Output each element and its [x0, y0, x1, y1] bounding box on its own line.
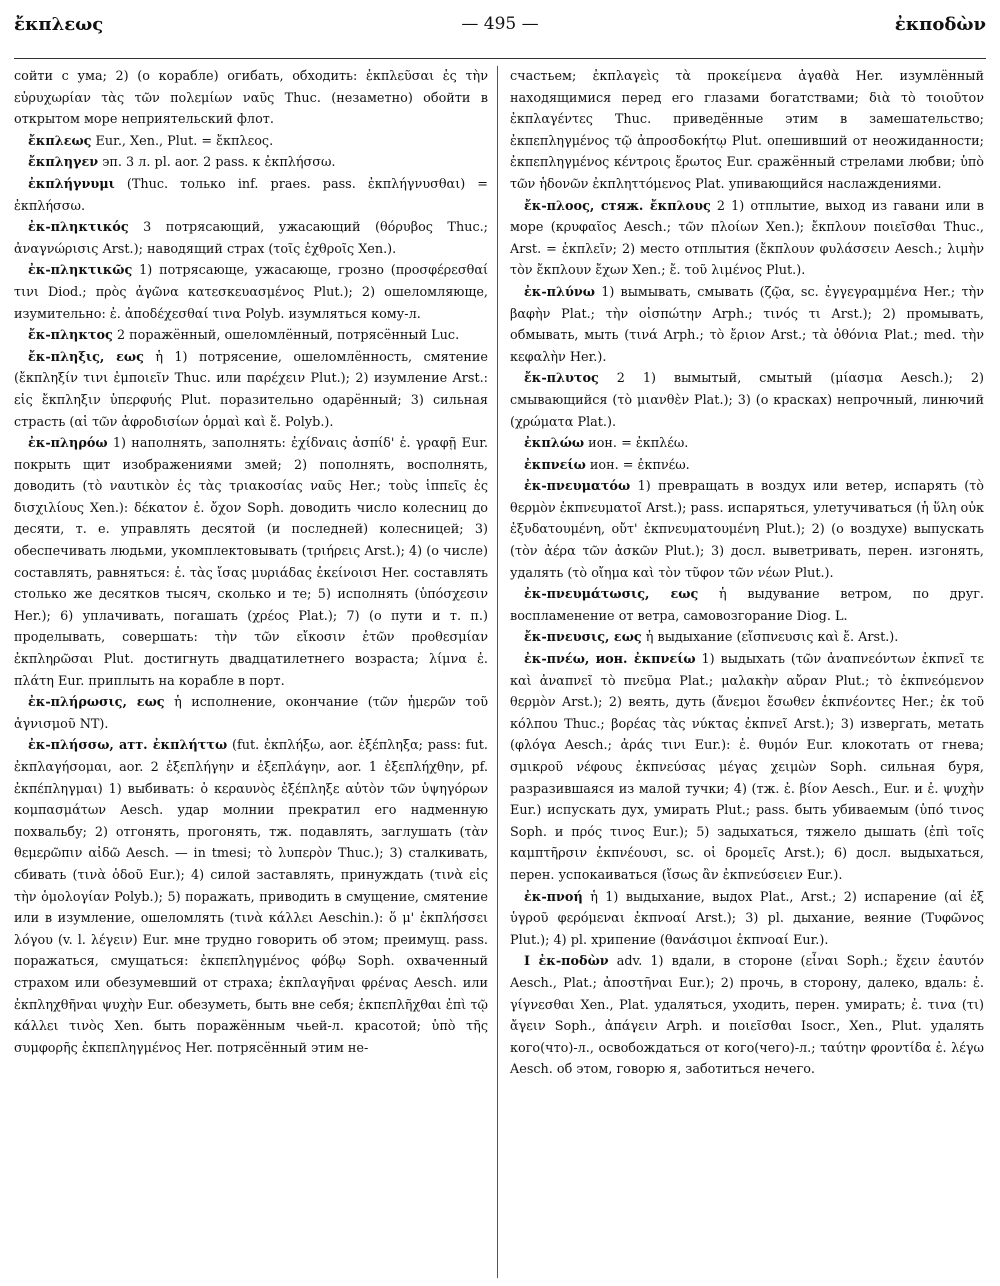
headword: ἐκπλώω — [524, 436, 585, 452]
dictionary-entry — [510, 282, 984, 368]
headword: ἐκ-πνευμάτωσις, εως — [524, 587, 699, 603]
left-column — [14, 66, 488, 1059]
dictionary-entry — [14, 347, 488, 433]
entry-text: Eur., Xen., Plut. = ἔκπλεος. — [95, 133, 274, 149]
dictionary-entry — [14, 174, 488, 217]
entry-text: ἡ 1) потрясение, ошеломлённость, смятение (ἔκπληξίν τινι ἐμποιεῖν Thuc. или παρέχειν Plut.); 2) изумление Arst.: εἰς ἔκπληξιν ὑπερφυής Plut. поразительно одарённый; 3) сильная страсть (αἱ τῶν ἀφροδισίων ὁρμαὶ καὶ ἔ. Polyb.). — [14, 349, 488, 430]
entry-text: 2 поражённый, ошеломлённый, потрясённый Luc. — [116, 328, 460, 344]
dictionary-entry — [510, 66, 984, 196]
headword: ἐκ-πλύνω — [524, 284, 595, 300]
dictionary-entry — [14, 152, 488, 174]
entry-text: счастьем; ἐκπλαγεὶς τὰ προκείμενα ἀγαθὰ Her. изумлённый находящимися перед его глазами богатствами; διὰ τὸ τοιοῦτον ἐκπλαγέντες Thuc. приведённые этим в замешательство; ἐκπεπληγμένος τῷ ἀπροσδοκήτῳ Plut. опешивший от неожиданности; ἐκπεπληγμένος κέντροις ἔρωτος Eur. сражённый стрелами любви; ὑπὸ τῶν ἡδονῶν ἐκπληττόμενος Plat. упивающийся наслаждениями. — [510, 69, 984, 192]
entry-text: ἡ исполнение, окончание (τῶν ἡμερῶν τοῦ ἁγνισμοῦ NT). — [14, 695, 488, 732]
dictionary-entry — [510, 627, 984, 649]
entry-text: 1) вымывать, смывать (ζῷα, sc. ἐγγεγραμμένα Her.; τὴν βαφὴν Plat.; τὴν οἰσπώτην Arph.; τινός τι Arst.); 2) промывать, обмывать, мыть (τινά Arph.; τὸ ἔριον Arst.; τὰ ὀθόνια Plat.; med. τὴν κεφαλὴν Her.). — [510, 284, 984, 365]
dictionary-entry — [510, 476, 984, 584]
entry-text: 1) потрясающе, ужасающе, грозно (προσφέρεσθαί τινι Diod.; πρὸς ἀγῶνα κατεσκευασμένος Plut.); 2) ошеломляюще, изумительно: ἐ. ἀποδέχεσθαί τινα Polyb. изумляться кому-л. — [14, 263, 488, 322]
headword: ἐκπλήγνυμι — [28, 176, 115, 192]
headword: ἔκ-πλοος, стяж. ἔκπλους — [524, 198, 711, 214]
entry-text: 1) превращать в воздух или ветер, испарять (τὸ θερμὸν ἐκπνευματοῖ Arst.); pass. испаряться, улетучиваться (ἡ ὕλη οὐκ ἐξυδατουμένη, οὔτ' ἐκπνευματουμένη Plut.); 2) (о воздухе) выпускать (τὸν ἀέρα τῶν ἀσκῶν Plut.); 3) досл. выветривать, перен. изгонять, удалять (τὸ οἴημα καὶ τὸν τῦφον τῶν νέων Plut.). — [510, 479, 985, 581]
headword: ἔκπλεως — [28, 133, 92, 149]
dictionary-entry — [14, 325, 488, 347]
entry-text: 1) выдыхать (τῶν ἀναπνεόντων ἐκπνεῖ τε καὶ ἀναπνεῖ τὸ πνεῦμα Plat.; μαλακὴν αὔραν Plut.; τὸ ἐκπνεόμενον θερμὸν Arst.); 2) веять, дуть (ἄνεμοι ἔσωθεν ἐκπνέοντες Her.; ἐκ τοῦ κόλπου Thuc.; βορέας τὰς νύκτας ἐκπνεῖ Arst.); 3) извергать, метать (φλόγα Aesch.; ἀράς τινι Eur.): ἐ. θυμόν Eur. клокотать от гнева; σμικροῦ νέφους ἐκπνεύσας μέγας χειμὼν Soph. сильная буря, разразившаяся из малой тучки; 4) (тж. ἐ. βίον Aesch., Eur. и ἐ. ψυχὴν Eur.) испускать дух, умирать Plut.; pass. быть убиваемым (ὑπό τινος Soph. и πρός τινος Eur.); 5) задыхаться, тяжело дышать (ἐπὶ τοῖς καμπτῆρσιν ἐκπνέουσι, sc. οἱ δρομεῖς Arst.); 6) досл. выдыхаться, перен. успокаиваться (ἴσως ἂν ἐκπνεύσειεν Eur.). — [510, 652, 984, 883]
dictionary-entry — [510, 649, 984, 887]
dictionary-entry — [14, 66, 488, 131]
dictionary-entry — [510, 951, 984, 1081]
headword: ἔκ-πληξις, εως — [28, 349, 144, 365]
entry-text: ион. = ἐκπλέω. — [588, 436, 689, 452]
headword: ἐκ-πλήρωσις, εως — [28, 695, 165, 711]
headword: ἐκ-πλήσσω, атт. ἐκπλήττω — [28, 738, 228, 754]
headword: ἐκ-πληκτικός — [28, 220, 129, 236]
entry-text: 3 потрясающий, ужасающий (θόρυβος Thuc.; ἀναγνώρισις Arst.); наводящий страх (τοῖς ἐχθροῖς Xen.). — [14, 220, 488, 257]
dictionary-entry — [510, 433, 984, 455]
page-number: — 495 — — [461, 14, 539, 34]
dictionary-entry — [14, 260, 488, 325]
entry-text: 1) наполнять, заполнять: ἐχίδναις ἀσπίδ' ἐ. γραφῇ Eur. покрыть щит изображениями змей; 2) пополнять, восполнять, доводить (τὸ ναυτικὸν ἐς τὰς τριακοσίας ναῦς Her.; τοὺς ἱππεῖς ἐς δισχιλίους Xen.): δέκατον ἐ. ὄχον Soph. доводить число колесниц до десяти, т. е. управлять десятой (и последней) колесницей; 3) обеспечивать людьми, укомплектовывать (τριήρεις Arst.); 4) (о числе) составлять, равняться: ἐ. τὰς ἴσας μυριάδας ἐκείνοισι Her. составлять столько же десятков тысяч, сколько и те; 5) исполнять (ὑπόσχεσιν Her.); 6) уплачивать, погашать (χρέος Plat.); 7) (о пути и т. п.) проделывать, совершать: τὴν τῶν εἴκοσιν ἐτῶν προθεσμίαν ἐκπληρῶσαι Plut. достигнуть двадцатилетнего возраста; λίμνα ἐ. πλάτη Eur. приплыть на корабле в порт. — [14, 436, 488, 689]
entry-text: ἡ выдыхание (εἴσπνευσις καὶ ἔ. Arst.). — [645, 630, 899, 646]
headword: ἐκ-πνέω, ион. ἐκπνείω — [524, 652, 696, 668]
dictionary-entry — [510, 455, 984, 477]
header-right-word: ἐκποδὼν — [894, 14, 986, 35]
headword: ἐκ-πληρόω — [28, 436, 108, 452]
entry-text: эп. 3 л. pl. aor. 2 pass. к ἐκπλήσσω. — [102, 155, 336, 171]
entry-text: ἡ 1) выдыхание, выдох Plat., Arst.; 2) испарение (αἱ ἐξ ὑγροῦ φερόμεναι ἐκπνοαί Arst.); 3) pl. дыхание, веяние (Τυφῶνος Plut.); 4) pl. хрипение (θανάσιμοι ἐκπνοαί Eur.). — [510, 889, 984, 948]
entry-text: 2 1) отплытие, выход из гавани или в море (κρυφαῖος Aesch.; τῶν πλοίων Xen.); ἔκπλουν ποιεῖσθαι Thuc., Arst. = ἐκπλεῖν; 2) место отплытия (ἔκπλουν φυλάσσειν Aesch.; λιμὴν τὸν ἔκπλουν ἔχων Xen.; ἔ. τοῦ λιμένος Plut.). — [510, 198, 984, 279]
headword: I ἐκ-ποδὼν — [524, 954, 609, 970]
entry-text: ион. = ἐκπνέω. — [589, 457, 690, 473]
dictionary-entry — [510, 368, 984, 433]
entry-text: 2 1) вымытый, смытый (μίασμα Aesch.); 2) смывающийся (τὸ μιανθὲν Plat.); 3) (о красках) непрочный, линючий (χρώματα Plat.). — [510, 371, 984, 430]
dictionary-entry — [510, 584, 984, 627]
dictionary-entry — [510, 196, 984, 282]
entry-text: (Thuc. только inf. praes. pass. ἐκπλήγνυσθαι) = ἐκπλήσσω. — [14, 176, 488, 214]
page-header — [14, 14, 986, 44]
headword: ἐκ-πνοή — [524, 889, 583, 905]
header-left-word: ἔκπλεως — [14, 14, 104, 35]
dictionary-entry — [14, 217, 488, 260]
entry-text: adv. 1) вдали, в стороне (εἶναι Soph.; ἔχειν ἑαυτόν Aesch., Plat.; ἀποστῆναι Eur.); 2) прочь, в сторону, далеко, вдаль: ἐ. γίγνεσθαι Xen., Plat. удаляться, уходить, перен. умирать; ἐ. τινα (τι) ἄγειν Soph., ἀπάγειν Arph. и ποιεῖσθαι Isocr., Xen., Plut. удалять кого(что)-л., освобождаться от кого(чего)-л.; ταύτην φροντίδα ἐ. λέγω Aesch. об этом, говорю я, заботиться нечего. — [510, 954, 984, 1078]
headword: ἔκ-πνευσις, εως — [524, 630, 642, 646]
header-rule — [14, 58, 986, 59]
headword: ἐκπνείω — [524, 457, 586, 473]
dictionary-entry — [14, 692, 488, 735]
dictionary-entry — [14, 433, 488, 692]
dictionary-entry — [510, 887, 984, 952]
entry-text: (fut. ἐκπλήξω, aor. ἐξέπληξα; pass: fut. ἐκπλαγήσομαι, aor. 2 ἐξεπλήγην и ἐξεπλάγην, aor. 1 ἐξεπλήχθην, pf. ἐκπέπληγμαι) 1) выбивать: ὁ κεραυνὸς ἐξέπληξε αὐτὸν τῶν ὑψηγόρων κομπασμάτων Aesch. удар молнии прекратил его надменную похвальбу; 2) отгонять, прогонять, тж. подавлять, заглушать (τὰν θεμερῶπιν αἰδῶ Aesch. — in tmesi; τὸ λυπερὸν Thuc.); 3) сталкивать, сбивать (τινὰ ὁδοῦ Eur.); 4) силой заставлять, принуждать (τινὰ εἰς τὴν ὁμολογίαν Polyb.); 5) поражать, приводить в смущение, смятение или в изумление, ошеломлять (τινὰ κάλλει Aeschin.): ὅ μ' ἐκπλήσσει λόγου (v. l. λέγειν) Eur. мне трудно говорить об этом; преимущ. pass. поражаться, смущаться: ἐκπεπληγμένος φόβῳ Soph. охваченный страхом или обезумевший от страха; ἐκπλαγῆναι φρένας Aesch. или ἐκπληχθῆναι ψυχὴν Eur. обезуметь, быть вне себя; ἐκπεπλῆχθαι ἐπὶ τῷ κάλλει τινὸς Xen. быть поражённым чьей-л. красотой; ὑπὸ τῆς συμφορῆς ἐκπεπληγμένος Her. потрясённый этим не- — [14, 738, 488, 1056]
column-divider — [497, 66, 498, 1278]
entry-text: ἡ выдувание ветром, по друг. воспламенение от ветра, самовозгорание Diog. L. — [510, 587, 984, 624]
entry-text: сойти с ума; 2) (о корабле) огибать, обходить: ἐκπλεῦσαι ἐς τὴν εὐρυχωρίαν τὰς τῶν πολεμίων ναῦς Thuc. (незаметно) обойти в открытом море неприятельский флот. — [14, 69, 488, 128]
headword: ἔκ-πληκτος — [28, 328, 113, 344]
right-column — [510, 66, 984, 1081]
dictionary-entry — [14, 131, 488, 153]
headword: ἐκ-πνευματόω — [524, 479, 631, 495]
headword: ἔκπληγεν — [28, 155, 99, 171]
dictionary-entry — [14, 735, 488, 1059]
headword: ἐκ-πληκτικῶς — [28, 263, 133, 279]
headword: ἔκ-πλυτος — [524, 371, 599, 387]
